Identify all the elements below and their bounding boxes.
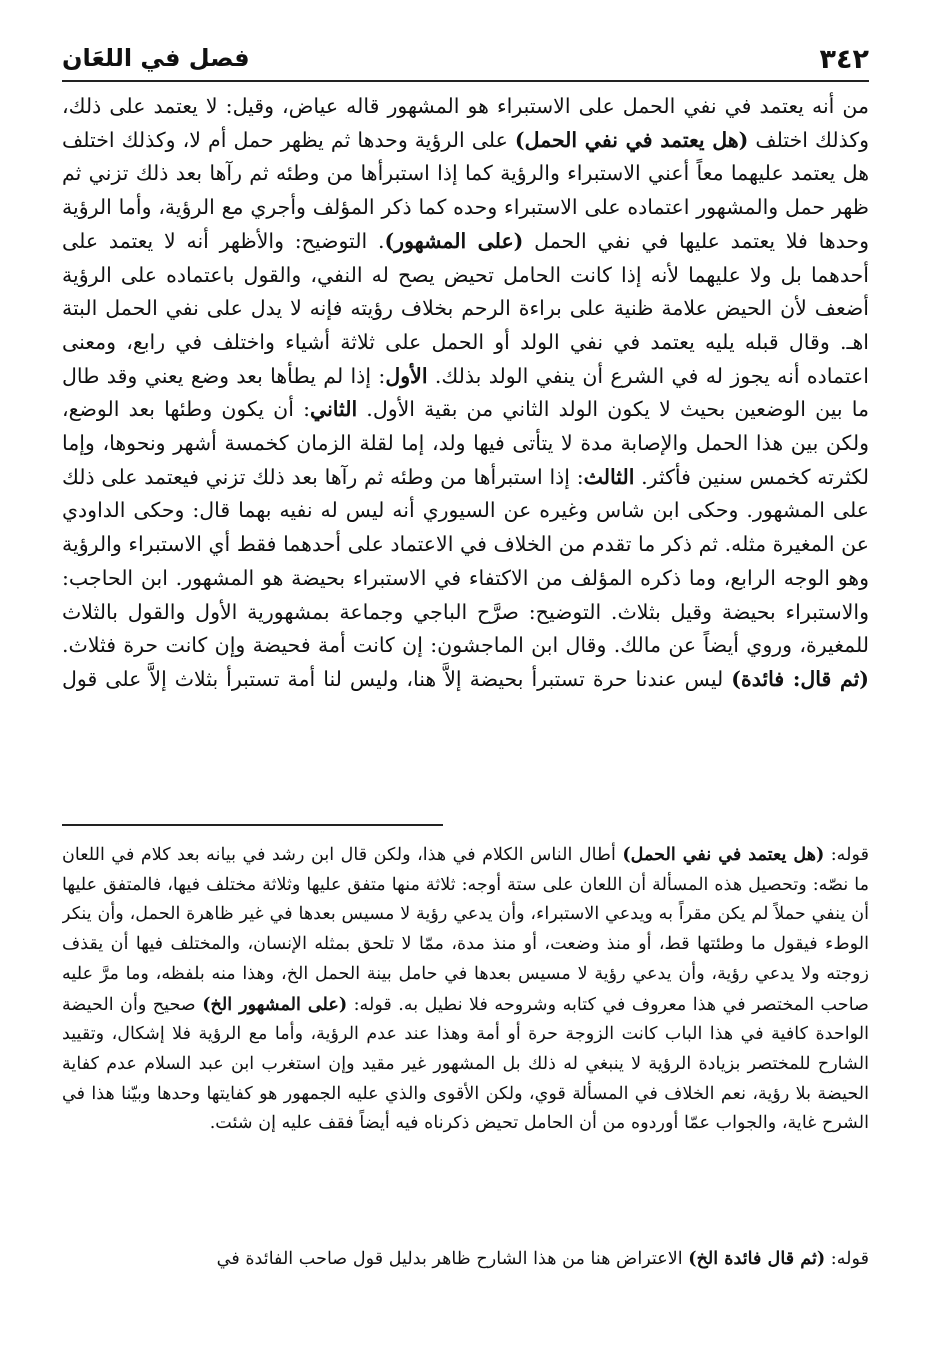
- running-title: فصل في اللعَان: [62, 44, 250, 72]
- main-text-body: [62, 90, 869, 816]
- main-text-segment: : أن يكون وطئها بعد الوضع، ولكن بين هذا الحمل والإصابة مدة لا يتأتى فيها ولد، إما لقلة الزمان كخمسة أشهر ونحوها، وإما لكثرته كخمس سنين فأكثر.: [62, 397, 869, 489]
- page-header: [62, 40, 869, 82]
- main-text-segment: : إذا استبرأها من وطئه ثم رآها بعد ذلك تزني فيعتمد على ذلك على المشهور. وحكى ابن شاس وغيره عن السيوري أنه ليس له نفيه بهما قال: وحكى الداودي عن المغيرة مثله. ثم ذكر ما تقدم من الخلاف في الاعتماد على أحدهما فقط أي الاستبراء والرؤية وهو الوجه الرابع، وما ذكره المؤلف من الاكتفاء في الاستبراء بحيضة هو المشهور. ابن الحاجب: والاستبراء بحيضة وقيل بثلاث. التوضيح: صرَّح الباجي وجماعة بمشهورية الأول والقول بالثلاث للمغيرة، وروي أيضاً عن مالك. وقال ابن الماجشون: إن كانت أمة فحيضة وإن كانت حرة فثلاث.: [62, 464, 869, 658]
- bold-quote: (ثم قال: فائدة): [731, 666, 869, 691]
- footnote-text-segment: صحيح وأن الحيضة الواحدة كافية في هذا الباب كانت الزوجة حرة أو أمة وهذا عند عدم الرؤية، وأما مع الرؤية فلا إشكال، وتقييد الشارح للمختصر بزيادة الرؤية لا ينبغي له ذلك بل المشهور غير مقيد وإن استغرب ابن عبد السلام عدم كفاية الحيضة بلا رؤية، نعم الخلاف في المسألة قوي، ولكن الأقوى والذي عليه الجمهور هو كفايتها وحدها وبيّنا هذا في الشرح غاية، والجواب عمّا أوردوه من أن الحامل تحيض ذكرناه فيه أيضاً فقف عليه إن شئت.: [62, 994, 869, 1134]
- bold-quote: (على المشهور): [384, 228, 524, 253]
- footnote-divider: [62, 824, 443, 826]
- footnote-text-segment: الاعتراض هنا من هذا الشارح ظاهر بدليل قول صاحب الفائدة في: [216, 1249, 689, 1269]
- bold-heading-second: الثاني: [309, 397, 358, 422]
- footnote-1: [62, 840, 869, 1240]
- footnote-text-segment: قوله:: [824, 845, 869, 865]
- page-number: ٣٤٢: [819, 44, 869, 75]
- main-text-segment: على الرؤية وحدها ثم يظهر حمل أم لا، وكذلك اختلف هل يعتمد عليهما معاً أعني الاستبراء والرؤية كما إذا استبرأها من وطئه ثم رآها بعد ذلك تزني ثم ظهر حمل والمشهور اعتماده على الاستبراء وحده كما ذكر المؤلف وأجري مع الرؤية، وأما الرؤية وحدها فلا يعتمد عليها في نفي الحمل: [62, 127, 869, 253]
- bold-quote: (هل يعتمد في نفي الحمل): [514, 127, 749, 152]
- bold-heading-third: الثالث: [583, 464, 635, 489]
- footnote-text-segment: أطال الناس الكلام في هذا، ولكن قال ابن رشد في بيانه بعد كلام في اللعان ما نصّه: وتحصيل هذه المسألة أن اللعان على ستة أوجه: ثلاثة منها متفق عليها وثلاثة مختلف فيها، فالمتفق عليها أن ينفي حملاً لم يكن مقراً به ويدعي الاستبراء، وأن يدعي رؤية لا مسيس بعدها في غير ظاهرة الحمل، وأن ينكر الوطء فيقول ما وطئتها قط، أو منذ وضعت، أو منذ مدة، ممّا لا تلحق بمثله الإنسان، والمختلف فيها أن يقذف زوجته ولا يدعي رؤية، وأن يدعي رؤية لا مسيس بعدها في حامل بينة الحمل الخ، وهذا منه بلفظه، وما مرَّ عليه صاحب المختصر في هذا معروف في كتابه وشروحه فلا نطيل به. قوله:: [62, 845, 869, 1015]
- main-text-segment: من أنه يعتمد في نفي الحمل على الاستبراء هو المشهور قاله عياض، وقيل: لا يعتمد على ذلك، وكذلك اختلف: [62, 94, 869, 152]
- main-text-segment: ليس عندنا حرة تستبرأ بحيضة إلاَّ هنا، وليس لنا أمة تستبرأ بثلاث إلاَّ على قول: [62, 666, 732, 691]
- main-text-segment: : إذا لم يطأها بعد وضع يعني وقد طال ما بين الوضعين بحيث لا يكون الولد الثاني من بقية الأول.: [62, 363, 869, 422]
- footnote-bold-quote: (ثم قال فائدة الخ): [688, 1248, 826, 1269]
- bold-heading-first: الأول: [385, 363, 428, 388]
- footnote-bold-quote: (على المشهور الخ): [202, 993, 348, 1015]
- main-paragraph: [62, 90, 869, 697]
- footnote-2: [62, 1244, 869, 1275]
- footnote-bold-quote: (هل يعتمد في نفي الحمل): [622, 844, 825, 865]
- main-text-segment: . التوضيح: والأظهر أنه لا يعتمد على أحدهما بل ولا عليهما لأنه إذا كانت الحامل تحيض يصح له النفي، والقول باعتماده على الرؤية أضعف لأن الحيض علامة ظنية على براءة الرحم بخلاف رؤيته فإنه لا يدل على نفي الحمل البتة اهـ. وقال قبله يليه يعتمد في نفي الولد أو الحمل على ثلاثة أشياء واختلف في رابع، ومعنى اعتماده أنه يجوز له في الشرع أن ينفي الولد بذلك.: [62, 228, 869, 388]
- footnote-text-segment: قوله:: [825, 1249, 869, 1269]
